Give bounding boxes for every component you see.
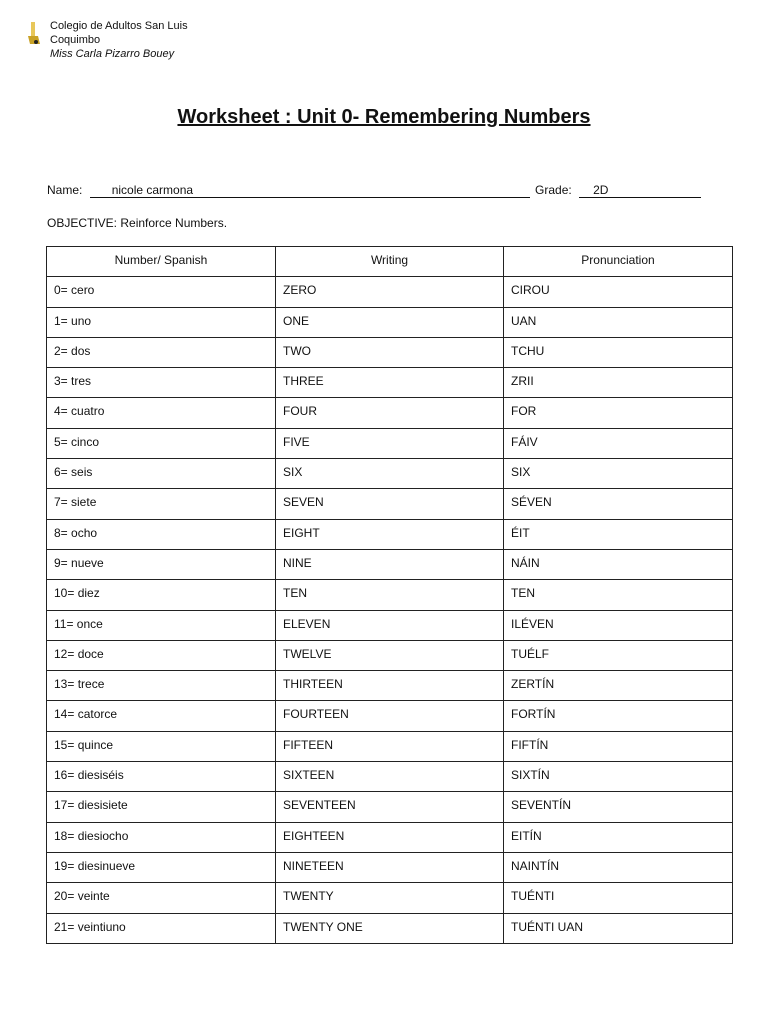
- table-header-row: [47, 247, 733, 277]
- number-spanish-cell: 7= siete: [47, 489, 276, 519]
- writing-cell: SIXTEEN: [276, 762, 504, 792]
- number-spanish-cell: 6= seis: [47, 459, 276, 489]
- writing-cell: SEVEN: [276, 489, 504, 519]
- table-row: [47, 489, 733, 519]
- numbers-table: [46, 246, 733, 944]
- table-row: [47, 640, 733, 670]
- writing-cell: NINE: [276, 549, 504, 579]
- school-city: Coquimbo: [50, 34, 101, 46]
- table-row: [47, 337, 733, 367]
- pronunciation-cell: TCHU: [504, 337, 733, 367]
- writing-cell: FIVE: [276, 428, 504, 458]
- table-row: [47, 822, 733, 852]
- number-spanish-cell: 4= cuatro: [47, 398, 276, 428]
- number-spanish-cell: 19= diesinueve: [47, 852, 276, 882]
- table-row: [47, 519, 733, 549]
- number-spanish-cell: 5= cinco: [47, 428, 276, 458]
- header-text: [50, 19, 188, 61]
- number-spanish-cell: 21= veintiuno: [47, 913, 276, 943]
- pronunciation-cell: FIFTÍN: [504, 731, 733, 761]
- pronunciation-cell: SIXTÍN: [504, 762, 733, 792]
- writing-cell: TWENTY: [276, 883, 504, 913]
- number-spanish-cell: 9= nueve: [47, 549, 276, 579]
- name-label: Name:: [47, 183, 83, 197]
- pronunciation-cell: SÉVEN: [504, 489, 733, 519]
- table-row: [47, 731, 733, 761]
- pronunciation-cell: TUÉNTI UAN: [504, 913, 733, 943]
- number-spanish-cell: 3= tres: [47, 368, 276, 398]
- table-row: [47, 913, 733, 943]
- pronunciation-cell: NÁIN: [504, 549, 733, 579]
- school-logo-icon: [27, 20, 41, 48]
- pronunciation-cell: SIX: [504, 459, 733, 489]
- teacher-name: Miss Carla Pizarro Bouey: [50, 48, 175, 60]
- number-spanish-cell: 0= cero: [47, 277, 276, 307]
- writing-cell: TWELVE: [276, 640, 504, 670]
- table-row: [47, 792, 733, 822]
- pronunciation-cell: EITÍN: [504, 822, 733, 852]
- pronunciation-cell: TUÉLF: [504, 640, 733, 670]
- table-row: [47, 701, 733, 731]
- table-row: [47, 459, 733, 489]
- objective-text: OBJECTIVE: Reinforce Numbers.: [47, 216, 228, 230]
- pronunciation-cell: UAN: [504, 307, 733, 337]
- table-row: [47, 368, 733, 398]
- table-body: [47, 277, 733, 944]
- table-row: [47, 398, 733, 428]
- writing-cell: THREE: [276, 368, 504, 398]
- pronunciation-cell: NAINTÍN: [504, 852, 733, 882]
- writing-cell: FOURTEEN: [276, 701, 504, 731]
- number-spanish-cell: 2= dos: [47, 337, 276, 367]
- pronunciation-cell: FORTÍN: [504, 701, 733, 731]
- pronunciation-cell: ZRII: [504, 368, 733, 398]
- writing-cell: EIGHTEEN: [276, 822, 504, 852]
- column-header-writing: Writing: [276, 247, 504, 277]
- number-spanish-cell: 11= once: [47, 610, 276, 640]
- pronunciation-cell: TUÉNTI: [504, 883, 733, 913]
- table-row: [47, 852, 733, 882]
- writing-cell: EIGHT: [276, 519, 504, 549]
- name-field[interactable]: nicole carmona: [90, 183, 530, 198]
- writing-cell: ONE: [276, 307, 504, 337]
- writing-cell: THIRTEEN: [276, 671, 504, 701]
- pronunciation-cell: FÁIV: [504, 428, 733, 458]
- table-row: [47, 610, 733, 640]
- table-row: [47, 883, 733, 913]
- number-spanish-cell: 1= uno: [47, 307, 276, 337]
- writing-cell: FIFTEEN: [276, 731, 504, 761]
- pronunciation-cell: CIROU: [504, 277, 733, 307]
- column-header-number-spanish: Number/ Spanish: [47, 247, 276, 277]
- table-row: [47, 762, 733, 792]
- number-spanish-cell: 10= diez: [47, 580, 276, 610]
- number-spanish-cell: 17= diesisiete: [47, 792, 276, 822]
- table-row: [47, 307, 733, 337]
- number-spanish-cell: 12= doce: [47, 640, 276, 670]
- school-name: Colegio de Adultos San Luis: [50, 20, 188, 32]
- number-spanish-cell: 8= ocho: [47, 519, 276, 549]
- pronunciation-cell: ÉIT: [504, 519, 733, 549]
- student-info-line: [47, 183, 701, 198]
- pronunciation-cell: TEN: [504, 580, 733, 610]
- number-spanish-cell: 20= veinte: [47, 883, 276, 913]
- grade-label: Grade:: [535, 183, 572, 197]
- table-row: [47, 671, 733, 701]
- writing-cell: TWO: [276, 337, 504, 367]
- table-row: [47, 580, 733, 610]
- number-spanish-cell: 18= diesiocho: [47, 822, 276, 852]
- number-spanish-cell: 13= trece: [47, 671, 276, 701]
- writing-cell: TWENTY ONE: [276, 913, 504, 943]
- writing-cell: TEN: [276, 580, 504, 610]
- column-header-pronunciation: Pronunciation: [504, 247, 733, 277]
- writing-cell: NINETEEN: [276, 852, 504, 882]
- grade-field[interactable]: 2D: [579, 183, 701, 198]
- writing-cell: SIX: [276, 459, 504, 489]
- number-spanish-cell: 15= quince: [47, 731, 276, 761]
- writing-cell: FOUR: [276, 398, 504, 428]
- writing-cell: SEVENTEEN: [276, 792, 504, 822]
- number-spanish-cell: 16= diesiséis: [47, 762, 276, 792]
- pronunciation-cell: SEVENTÍN: [504, 792, 733, 822]
- table-row: [47, 549, 733, 579]
- writing-cell: ELEVEN: [276, 610, 504, 640]
- pronunciation-cell: FOR: [504, 398, 733, 428]
- writing-cell: ZERO: [276, 277, 504, 307]
- table-row: [47, 277, 733, 307]
- number-spanish-cell: 14= catorce: [47, 701, 276, 731]
- pronunciation-cell: ZERTÍN: [504, 671, 733, 701]
- table-row: [47, 428, 733, 458]
- worksheet-title: Worksheet : Unit 0- Remembering Numbers: [177, 106, 591, 128]
- pronunciation-cell: ILÉVEN: [504, 610, 733, 640]
